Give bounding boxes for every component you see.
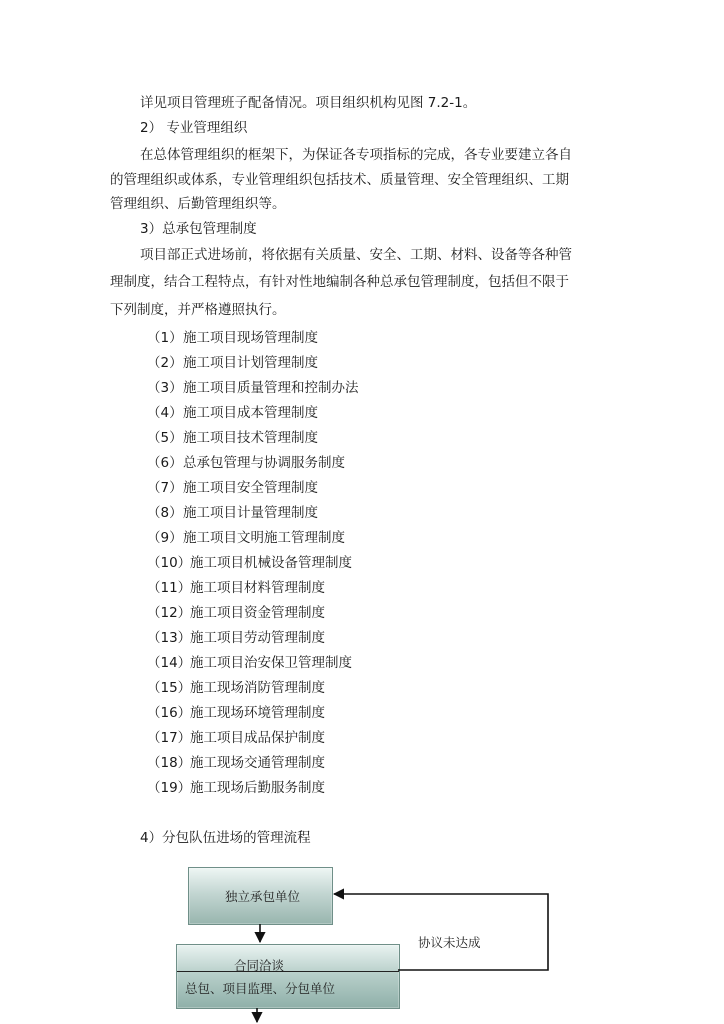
list-item-text: 施工项目劳动管理制度 [190,630,325,646]
list-item-text: 施工项目资金管理制度 [190,605,325,621]
list-item-text: 施工项目计量管理制度 [183,505,318,521]
flow-loop-label: 协议未达成 [418,935,481,950]
list-item-number: （7） [147,480,183,496]
list-item-text: 施工项目质量管理和控制办法 [183,380,359,396]
list-item-text: 施工现场后勤服务制度 [190,780,325,796]
list-item-number: （10） [147,555,192,571]
list-item-text: 施工项目文明施工管理制度 [183,530,345,546]
list-item-number: （13） [147,630,192,646]
flow-box-negotiation-title: 合同洽谈 [234,958,285,973]
flow-box-divider [177,971,399,972]
flow-box-contractor [188,867,333,925]
list-item-number: （9） [147,530,183,546]
list-item-text: 施工项目计划管理制度 [183,355,318,371]
list-item-number: （3） [147,380,183,396]
list-item-number: （6） [147,455,183,471]
paragraph-system-line-1: 项目部正式进场前，将依据有关质量、安全、工期、材料、设备等各种管 [140,247,572,263]
list-item-number: （16） [147,705,192,721]
list-item-number: （8） [147,505,183,521]
list-item-number: （19） [147,780,192,796]
list-item-text: 施工现场消防管理制度 [190,680,325,696]
flow-box-contractor-label: 独立承包单位 [225,889,301,904]
paragraph-professional-line-3: 管理组织、后勤管理组织等。 [110,196,286,212]
list-item-text: 总承包管理与协调服务制度 [183,455,345,471]
list-item-text: 施工项目安全管理制度 [183,480,318,496]
list-item-number: （2） [147,355,183,371]
list-item-text: 施工项目治安保卫管理制度 [190,655,352,671]
list-item-number: （5） [147,430,183,446]
list-item-number: （4） [147,405,183,421]
paragraph-professional-line-2: 的管理组织或体系，专业管理组织包括技术、质量管理、安全管理组织、工期 [110,172,569,188]
list-item-number: （11） [147,580,192,596]
list-item-text: 施工项目成本管理制度 [183,405,318,421]
paragraph-system-line-2: 理制度，结合工程特点，有针对性地编制各种总承包管理制度，包括但不限于 [110,274,569,290]
list-item-text: 施工项目技术管理制度 [183,430,318,446]
list-item-text: 施工项目材料管理制度 [190,580,325,596]
heading-subcontractor-flow: 4）分包队伍进场的管理流程 [140,830,311,846]
heading-professional-management: 2） 专业管理组织 [140,120,248,136]
list-item-number: （15） [147,680,192,696]
list-item-number: （1） [147,330,183,346]
list-item-number: （14） [147,655,192,671]
list-item-number: （18） [147,755,192,771]
flow-box-negotiation [176,944,400,1009]
list-item-number: （17） [147,730,192,746]
paragraph-intro: 详见项目管理班子配备情况。项目组织机构见图 7.2-1。 [140,95,477,111]
list-item-text: 施工项目机械设备管理制度 [190,555,352,571]
paragraph-system-line-3: 下列制度，并严格遵照执行。 [110,302,286,318]
list-item-text: 施工项目现场管理制度 [183,330,318,346]
list-item-text: 施工现场环境管理制度 [190,705,325,721]
heading-general-contract-system: 3）总承包管理制度 [140,221,257,237]
flow-box-negotiation-parties: 总包、项目监理、分包单位 [185,981,336,996]
list-item-text: 施工现场交通管理制度 [190,755,325,771]
list-item-text: 施工项目成品保护制度 [190,730,325,746]
list-item-number: （12） [147,605,192,621]
paragraph-professional-line-1: 在总体管理组织的框架下，为保证各专项指标的完成，各专业要建立各自 [140,147,572,163]
